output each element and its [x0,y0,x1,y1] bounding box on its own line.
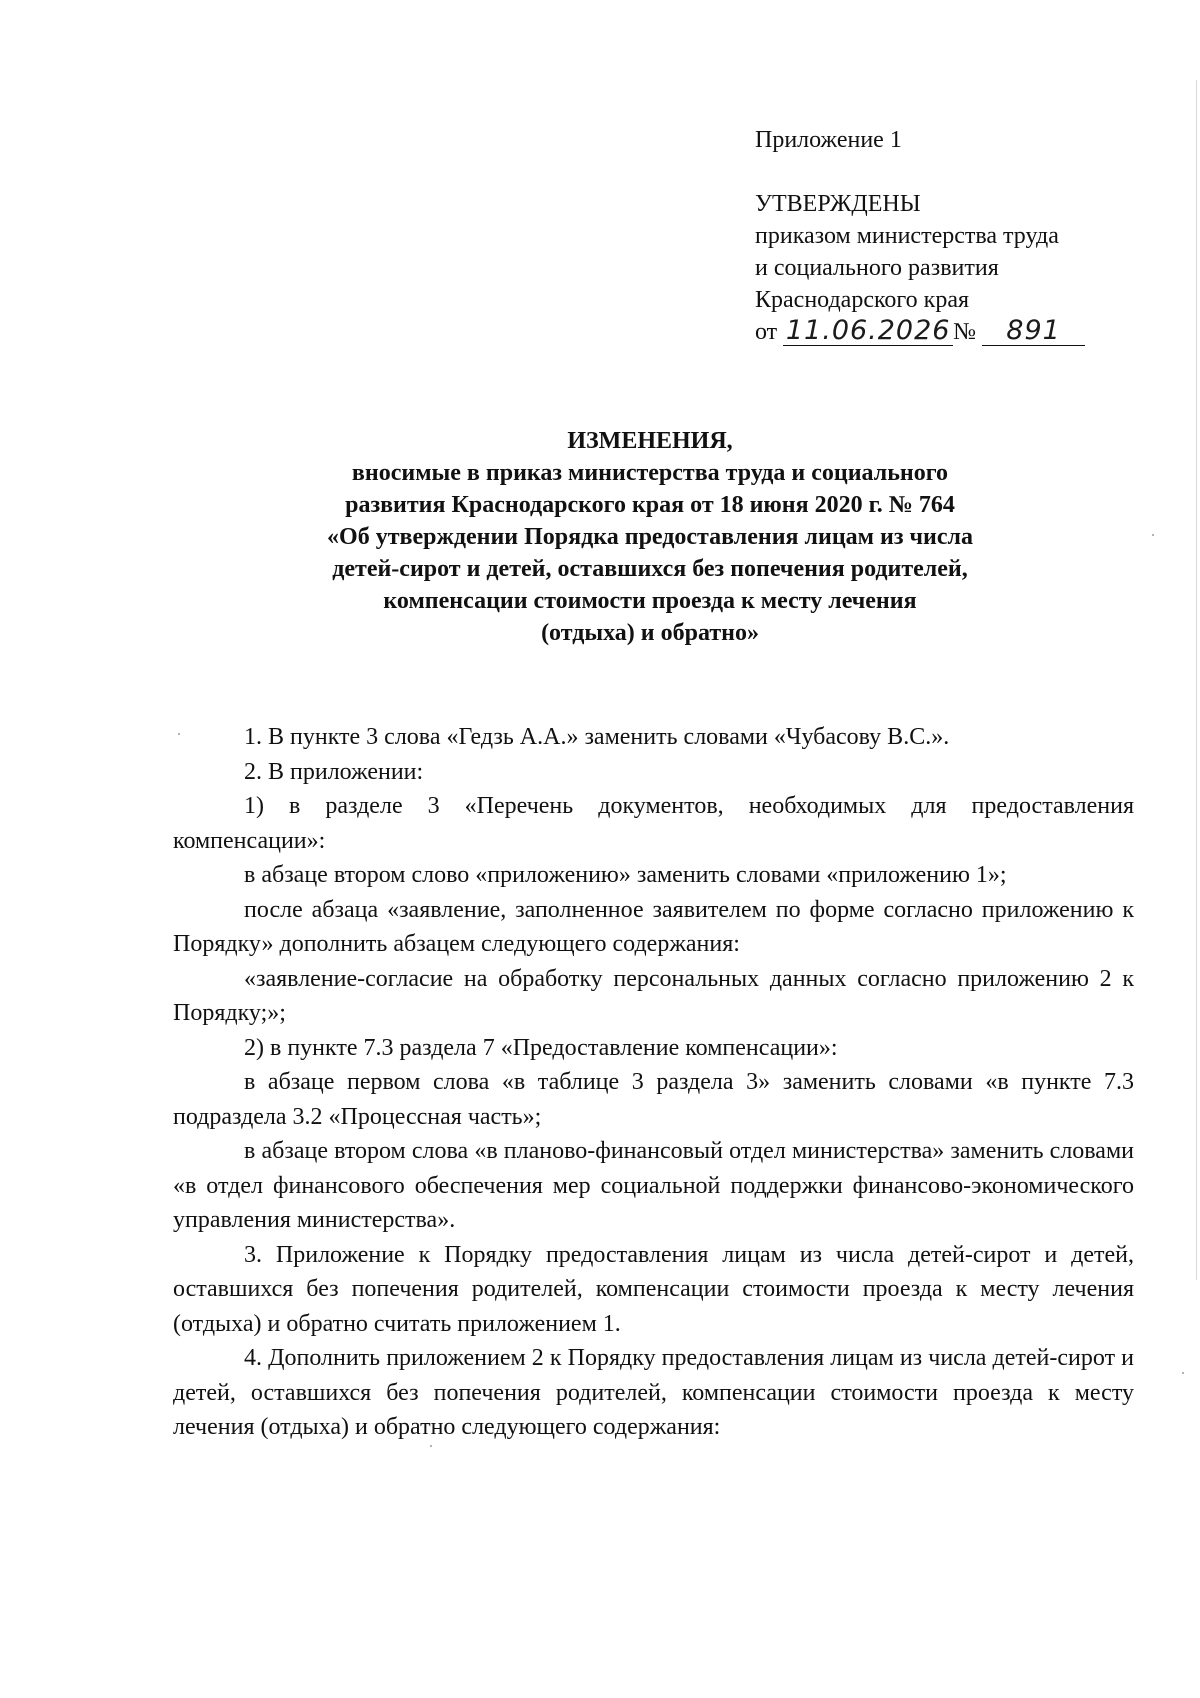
body-paragraph: в абзаце втором слово «приложению» заменить словами «приложению 1»; [244,862,1007,888]
title-heading: ИЗМЕНЕНИЯ, [567,428,733,454]
body-paragraph: 3. Приложение к Порядку предоставления лицам из числа детей-сирот и детей, оставшихся без попечения родителей, компенсации стоимости проезда к месту лечения (отдыха) и обратно считать приложением 1. [173,1241,1134,1337]
approval-line: и социального развития [755,255,999,281]
handwritten-number: 891 [982,317,1085,346]
body-paragraph: в абзаце втором слова «в планово-финансовый отдел министерства» заменить словами «в отдел финансового обеспечения мер социальной поддержки финансово-экономического управления министерства». [173,1138,1134,1233]
approval-stamp-block [755,124,1175,348]
approval-line: приказом министерства труда [755,223,1059,249]
body-paragraph: в абзаце первом слова «в таблице 3 раздела 3» заменить словами «в пункте 7.3 подраздела 3.2 «Процессная часть»; [173,1069,1134,1130]
approval-line: Краснодарского края [755,287,970,313]
scan-edge [1196,80,1197,1280]
body-paragraph: 2) в пункте 7.3 раздела 7 «Предоставление компенсации»: [244,1034,838,1061]
body-paragraph: 2. В приложении: [244,758,424,785]
document-body [173,720,1134,1445]
title-line: «Об утверждении Порядка предоставления лицам из числа [327,524,973,550]
title-line: развития Краснодарского края от 18 июня 2020 г. № 764 [345,492,955,518]
document-title [200,425,1100,649]
body-paragraph: «заявление-согласие на обработку персональных данных согласно приложению 2 к Порядку;»; [173,965,1134,1026]
handwritten-date: 11.06.2026 [783,317,953,346]
number-sign: № [953,319,977,345]
scan-speck [178,733,180,735]
appendix-label: Приложение 1 [755,127,902,153]
body-paragraph: 4. Дополнить приложением 2 к Порядку предоставления лицам из числа детей-сирот и детей, оставшихся без попечения родителей, компенсации стоимости проезда к месту лечения (отдыха) и обратно следующего содержания: [173,1345,1134,1440]
body-paragraph: 1. В пункте 3 слова «Гедзь А.А.» заменить словами «Чубасову В.С.». [244,724,950,750]
order-date-number [755,316,1175,348]
title-line: компенсации стоимости проезда к месту лечения [383,588,917,614]
title-line: вносимые в приказ министерства труда и социального [351,460,949,486]
scan-speck [1182,1372,1184,1374]
body-paragraph: после абзаца «заявление, заполненное заявителем по форме согласно приложению к Порядку» дополнить абзацем следующего содержания: [173,896,1134,957]
scan-speck [430,1445,432,1447]
approved-label: УТВЕРЖДЕНЫ [755,191,921,217]
body-paragraph: 1) в разделе 3 «Перечень документов, необходимых для предоставления компенсации»: [173,793,1134,854]
from-prefix: от [755,319,778,345]
title-line: детей-сирот и детей, оставшихся без попечения родителей, [332,556,968,582]
spacer [755,156,1175,188]
scan-speck [1152,534,1154,536]
title-line: (отдыха) и обратно» [541,620,759,646]
